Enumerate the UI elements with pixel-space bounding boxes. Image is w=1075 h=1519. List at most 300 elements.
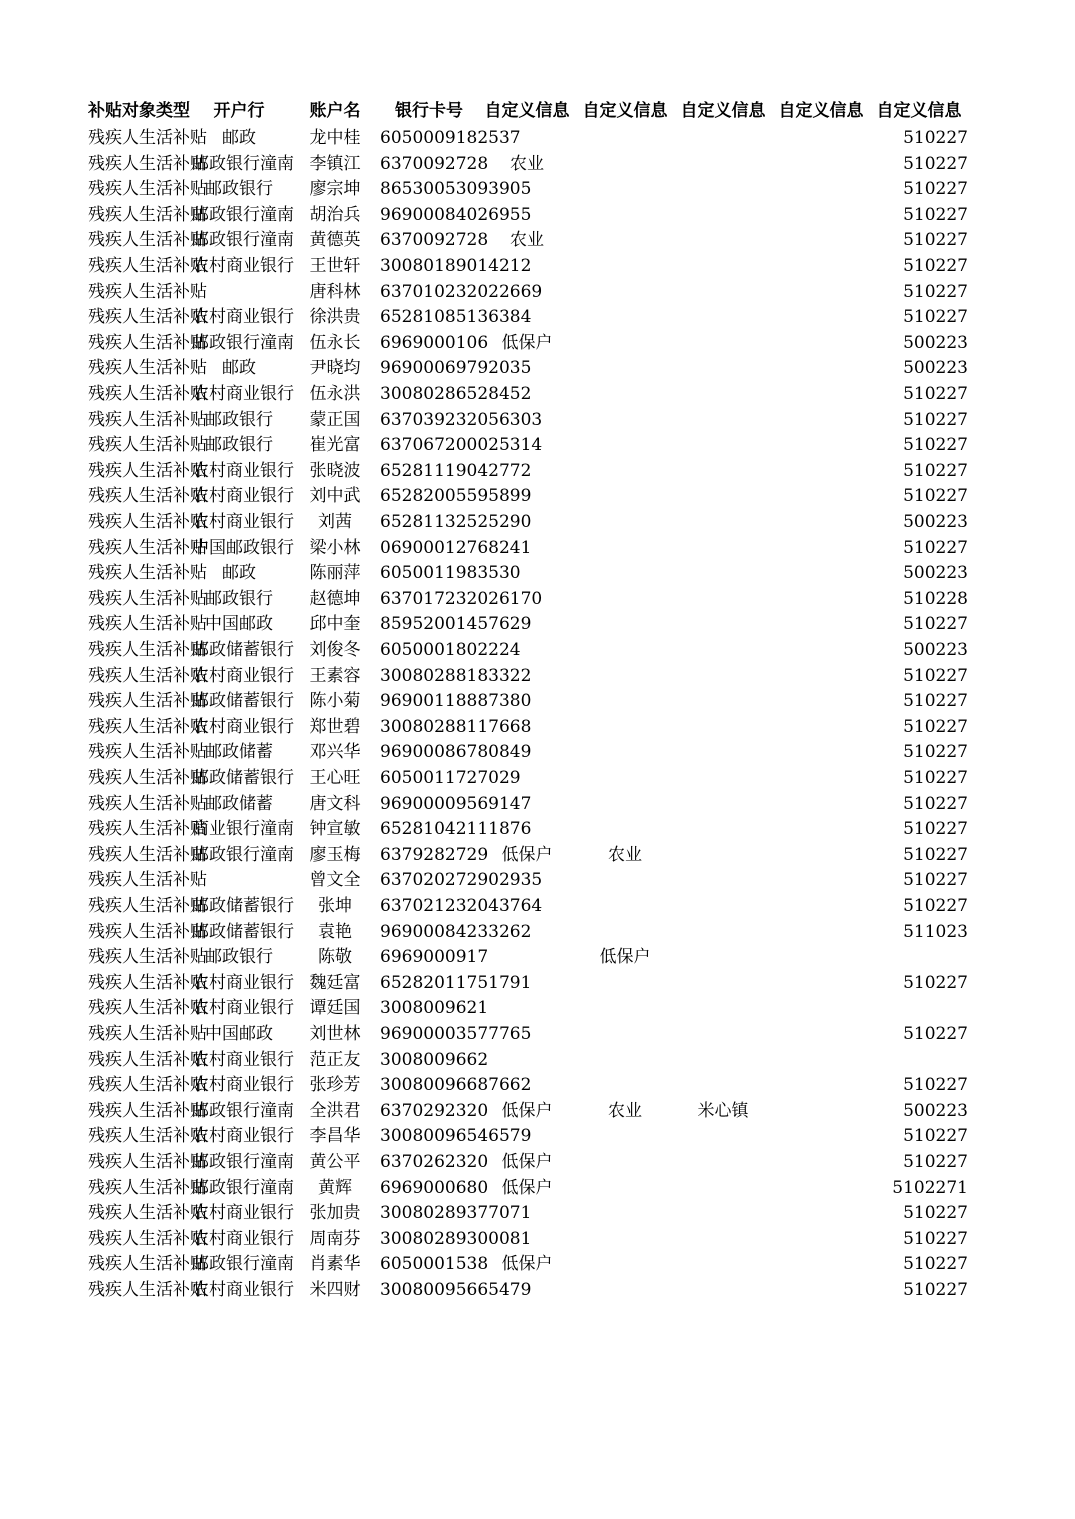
custom-info-cell	[772, 842, 870, 868]
table-row	[0, 611, 1075, 637]
bank-cell: 农村商业银行	[192, 307, 294, 327]
subsidy-type-cell: 残疾人生活补贴	[88, 128, 207, 148]
custom-info-cell	[478, 1072, 576, 1098]
custom-info-cell	[674, 1226, 772, 1252]
table-row	[0, 176, 1075, 202]
custom-info-cell	[478, 202, 576, 228]
custom-info-cell	[478, 944, 576, 970]
custom-info-cell: 510227	[903, 486, 968, 506]
custom-info-cell	[772, 1226, 870, 1252]
header-cell: 自定义信息	[582, 101, 668, 121]
subsidy-type-cell: 残疾人生活补贴	[88, 205, 207, 225]
card-number-cell: 65281132525290	[380, 512, 532, 532]
custom-info-cell: 低保户	[501, 845, 553, 865]
custom-info-cell	[576, 1175, 674, 1201]
subsidy-type-cell: 残疾人生活补贴	[88, 614, 207, 634]
custom-info-cell	[478, 355, 576, 381]
custom-info-cell	[576, 535, 674, 561]
custom-info-cell	[478, 125, 576, 151]
custom-info-cell: 低保户	[501, 1178, 553, 1198]
custom-info-cell	[674, 944, 772, 970]
subsidy-type-cell: 残疾人生活补贴	[88, 819, 207, 839]
custom-info-cell	[478, 1277, 576, 1303]
subsidy-type-cell: 残疾人生活补贴	[88, 154, 207, 174]
card-number-cell: 30080096687662	[380, 1075, 532, 1095]
custom-info-cell: 低保户	[501, 1254, 553, 1274]
bank-cell: 邮政银行潼南	[192, 230, 294, 250]
custom-info-cell	[674, 151, 772, 177]
custom-info-cell	[674, 663, 772, 689]
custom-info-cell	[674, 432, 772, 458]
custom-info-cell	[576, 381, 674, 407]
table-row	[0, 1098, 1075, 1124]
custom-info-cell	[674, 867, 772, 893]
custom-info-cell	[772, 611, 870, 637]
custom-info-cell	[478, 637, 576, 663]
custom-info-cell	[674, 791, 772, 817]
bank-cell: 邮政储蓄银行	[192, 640, 294, 660]
bank-cell: 中国邮政银行	[192, 538, 294, 558]
card-number-cell: 65281042111876	[380, 819, 532, 839]
custom-info-cell	[772, 714, 870, 740]
subsidy-type-cell: 残疾人生活补贴	[88, 666, 207, 686]
custom-info-cell	[478, 714, 576, 740]
custom-info-cell	[674, 330, 772, 356]
custom-info-cell	[576, 1200, 674, 1226]
subsidy-type-cell: 残疾人生活补贴	[88, 1050, 207, 1070]
custom-info-cell	[478, 688, 576, 714]
custom-info-cell	[772, 1047, 870, 1073]
account-name-cell: 米四财	[309, 1280, 361, 1300]
custom-info-cell: 510227	[903, 1254, 968, 1274]
custom-info-cell	[674, 407, 772, 433]
bank-cell: 邮政银行潼南	[192, 333, 294, 353]
bank-cell: 邮政银行潼南	[192, 1178, 294, 1198]
custom-info-cell: 500223	[903, 358, 968, 378]
custom-info-cell	[478, 765, 576, 791]
subsidy-type-cell: 残疾人生活补贴	[88, 998, 207, 1018]
subsidy-type-cell: 残疾人生活补贴	[88, 333, 207, 353]
custom-info-cell	[674, 919, 772, 945]
table-row	[0, 509, 1075, 535]
card-number-cell: 30080095665479	[380, 1280, 532, 1300]
account-name-cell: 黄辉	[318, 1178, 352, 1198]
custom-info-cell	[576, 739, 674, 765]
custom-info-cell	[674, 483, 772, 509]
card-number-cell: 96900084233262	[380, 922, 532, 942]
custom-info-cell: 510227	[903, 768, 968, 788]
subsidy-type-cell: 残疾人生活补贴	[88, 538, 207, 558]
custom-info-cell	[674, 586, 772, 612]
custom-info-cell	[478, 304, 576, 330]
custom-info-cell	[772, 151, 870, 177]
custom-info-cell	[576, 125, 674, 151]
account-name-cell: 张珍芳	[309, 1075, 361, 1095]
custom-info-cell	[772, 407, 870, 433]
custom-info-cell	[576, 688, 674, 714]
custom-info-cell	[772, 355, 870, 381]
custom-info-cell	[674, 995, 772, 1021]
custom-info-cell: 510227	[903, 154, 968, 174]
card-number-cell: 6050001802224	[380, 640, 521, 660]
custom-info-cell	[576, 560, 674, 586]
subsidy-type-cell: 残疾人生活补贴	[88, 691, 207, 711]
header-cell: 银行卡号	[395, 101, 463, 121]
custom-info-cell: 510227	[903, 410, 968, 430]
bank-cell: 农村商业银行	[192, 1229, 294, 1249]
subsidy-type-cell: 残疾人生活补贴	[88, 1075, 207, 1095]
card-number-cell: 30080289377071	[380, 1203, 532, 1223]
bank-cell: 邮政银行潼南	[192, 845, 294, 865]
custom-info-cell	[772, 1072, 870, 1098]
custom-info-cell	[478, 509, 576, 535]
bank-cell: 邮政银行潼南	[192, 1101, 294, 1121]
account-name-cell: 张坤	[318, 896, 352, 916]
custom-info-cell	[772, 586, 870, 612]
custom-info-cell: 低保户	[599, 947, 651, 967]
custom-info-cell: 农业	[608, 1101, 642, 1121]
subsidy-type-cell: 残疾人生活补贴	[88, 973, 207, 993]
custom-info-cell: 500223	[903, 640, 968, 660]
subsidy-type-cell: 残疾人生活补贴	[88, 563, 207, 583]
card-number-cell: 6050001538	[380, 1254, 489, 1274]
account-name-cell: 张晓波	[309, 461, 361, 481]
table-row	[0, 1200, 1075, 1226]
custom-info-cell	[772, 1251, 870, 1277]
custom-info-cell: 510227	[903, 794, 968, 814]
header-cell: 自定义信息	[778, 101, 864, 121]
account-name-cell: 曾文全	[309, 870, 361, 890]
table-row	[0, 227, 1075, 253]
bank-cell: 中国邮政	[205, 614, 273, 634]
card-number-cell: 6050011983530	[380, 563, 521, 583]
account-name-cell: 魏廷富	[309, 973, 361, 993]
custom-info-cell	[478, 893, 576, 919]
card-number-cell: 6370262320	[380, 1152, 489, 1172]
custom-info-cell: 500223	[903, 333, 968, 353]
card-number-cell: 86530053093905	[380, 179, 532, 199]
custom-info-cell	[674, 688, 772, 714]
table-row	[0, 765, 1075, 791]
custom-info-cell	[772, 253, 870, 279]
subsidy-type-cell: 残疾人生活补贴	[88, 512, 207, 532]
account-name-cell: 周南芬	[309, 1229, 361, 1249]
custom-info-cell	[478, 1021, 576, 1047]
bank-cell: 邮政储蓄	[205, 794, 273, 814]
custom-info-cell: 510227	[903, 1024, 968, 1044]
custom-info-cell	[576, 919, 674, 945]
custom-info-cell	[576, 355, 674, 381]
card-number-cell: 65282005595899	[380, 486, 532, 506]
custom-info-cell: 510227	[903, 717, 968, 737]
custom-info-cell: 510227	[903, 384, 968, 404]
bank-cell: 邮政储蓄银行	[192, 922, 294, 942]
table-row	[0, 151, 1075, 177]
table-row	[0, 586, 1075, 612]
custom-info-cell	[576, 995, 674, 1021]
custom-info-cell: 510227	[903, 1280, 968, 1300]
custom-info-cell	[478, 1047, 576, 1073]
bank-cell: 农村商业银行	[192, 256, 294, 276]
custom-info-cell: 500223	[903, 512, 968, 532]
table-row	[0, 560, 1075, 586]
account-name-cell: 伍永洪	[309, 384, 361, 404]
account-name-cell: 邱中奎	[309, 614, 361, 634]
custom-info-cell	[772, 458, 870, 484]
custom-info-cell: 511023	[903, 922, 968, 942]
table-row	[0, 637, 1075, 663]
table-row	[0, 944, 1075, 970]
account-name-cell: 王心旺	[309, 768, 361, 788]
account-name-cell: 刘茜	[318, 512, 352, 532]
bank-cell: 邮政储蓄银行	[192, 691, 294, 711]
account-name-cell: 刘世林	[309, 1024, 361, 1044]
custom-info-cell	[478, 535, 576, 561]
custom-info-cell	[576, 765, 674, 791]
custom-info-cell	[674, 1123, 772, 1149]
bank-cell: 农村商业银行	[192, 666, 294, 686]
account-name-cell: 钟宣敏	[309, 819, 361, 839]
custom-info-cell	[478, 995, 576, 1021]
custom-info-cell	[674, 1277, 772, 1303]
subsidy-type-cell: 残疾人生活补贴	[88, 384, 207, 404]
table-row	[0, 867, 1075, 893]
table-row	[0, 791, 1075, 817]
custom-info-cell	[772, 1175, 870, 1201]
header-cell: 账户名	[309, 101, 361, 121]
custom-info-cell	[674, 637, 772, 663]
custom-info-cell: 510227	[903, 461, 968, 481]
account-name-cell: 陈小菊	[309, 691, 361, 711]
custom-info-cell: 低保户	[501, 1152, 553, 1172]
custom-info-cell	[576, 611, 674, 637]
custom-info-cell	[576, 714, 674, 740]
table-row	[0, 842, 1075, 868]
custom-info-cell	[674, 355, 772, 381]
custom-info-cell	[674, 739, 772, 765]
custom-info-cell	[576, 867, 674, 893]
custom-info-cell	[478, 586, 576, 612]
card-number-cell: 6050011727029	[380, 768, 521, 788]
custom-info-cell	[674, 1149, 772, 1175]
custom-info-cell: 农业	[510, 154, 544, 174]
custom-info-cell: 510227	[903, 230, 968, 250]
custom-info-cell	[870, 995, 968, 1021]
subsidy-type-cell: 残疾人生活补贴	[88, 256, 207, 276]
bank-cell: 农村商业银行	[192, 512, 294, 532]
table-row	[0, 1047, 1075, 1073]
custom-info-cell: 米心镇	[697, 1101, 749, 1121]
header-cell: 开户行	[213, 101, 265, 121]
account-name-cell: 袁艳	[318, 922, 352, 942]
table-row	[0, 1277, 1075, 1303]
table-row	[0, 1149, 1075, 1175]
bank-cell: 农村商业银行	[192, 1075, 294, 1095]
card-number-cell: 06900012768241	[380, 538, 532, 558]
account-name-cell: 蒙正国	[309, 410, 361, 430]
bank-cell: 农村商业银行	[192, 1050, 294, 1070]
custom-info-cell	[576, 151, 674, 177]
custom-info-cell	[576, 1072, 674, 1098]
custom-info-cell	[576, 432, 674, 458]
custom-info-cell	[478, 919, 576, 945]
account-name-cell: 唐文科	[309, 794, 361, 814]
custom-info-cell: 500223	[903, 1101, 968, 1121]
table-row	[0, 1021, 1075, 1047]
account-name-cell: 梁小林	[309, 538, 361, 558]
table-row	[0, 458, 1075, 484]
table-row	[0, 304, 1075, 330]
account-name-cell: 黄德英	[309, 230, 361, 250]
account-name-cell: 全洪君	[309, 1101, 361, 1121]
header-cell: 自定义信息	[680, 101, 766, 121]
custom-info-cell	[478, 253, 576, 279]
header-cell: 补贴对象类型	[88, 101, 190, 121]
card-number-cell: 637020272902935	[380, 870, 543, 890]
custom-info-cell	[576, 791, 674, 817]
custom-info-cell	[576, 970, 674, 996]
bank-cell: 邮政银行	[205, 179, 273, 199]
subsidy-type-cell: 残疾人生活补贴	[88, 461, 207, 481]
custom-info-cell	[772, 227, 870, 253]
card-number-cell: 6370092728	[380, 154, 489, 174]
account-name-cell: 刘俊冬	[309, 640, 361, 660]
custom-info-cell	[576, 202, 674, 228]
custom-info-cell	[674, 611, 772, 637]
account-name-cell: 谭廷国	[309, 998, 361, 1018]
custom-info-cell: 510227	[903, 845, 968, 865]
custom-info-cell	[478, 279, 576, 305]
account-name-cell: 廖玉梅	[309, 845, 361, 865]
subsidy-type-cell: 残疾人生活补贴	[88, 486, 207, 506]
account-name-cell: 龙中桂	[309, 128, 361, 148]
custom-info-cell	[478, 1200, 576, 1226]
table-row	[0, 279, 1075, 305]
custom-info-cell: 510227	[903, 614, 968, 634]
custom-info-cell	[576, 304, 674, 330]
table-row	[0, 432, 1075, 458]
custom-info-cell	[674, 125, 772, 151]
custom-info-cell	[772, 535, 870, 561]
card-number-cell: 6370292320	[380, 1101, 489, 1121]
bank-cell: 邮政银行潼南	[192, 205, 294, 225]
custom-info-cell: 510227	[903, 691, 968, 711]
table-row	[0, 995, 1075, 1021]
account-name-cell: 唐科林	[309, 282, 361, 302]
bank-cell	[192, 867, 286, 893]
custom-info-cell	[772, 330, 870, 356]
custom-info-cell	[576, 586, 674, 612]
header-cell: 自定义信息	[876, 101, 962, 121]
custom-info-cell	[576, 1277, 674, 1303]
custom-info-cell	[674, 304, 772, 330]
bank-cell: 商业银行潼南	[192, 819, 294, 839]
subsidy-type-cell: 残疾人生活补贴	[88, 1101, 207, 1121]
bank-cell: 邮政银行	[205, 947, 273, 967]
subsidy-type-cell: 残疾人生活补贴	[88, 1024, 207, 1044]
account-name-cell: 伍永长	[309, 333, 361, 353]
custom-info-cell	[478, 381, 576, 407]
custom-info-cell	[674, 227, 772, 253]
subsidy-type-cell: 残疾人生活补贴	[88, 640, 207, 660]
subsidy-type-cell: 残疾人生活补贴	[88, 307, 207, 327]
custom-info-cell: 500223	[903, 563, 968, 583]
subsidy-type-cell: 残疾人生活补贴	[88, 589, 207, 609]
custom-info-cell	[576, 1251, 674, 1277]
card-number-cell: 30080096546579	[380, 1126, 532, 1146]
custom-info-cell	[674, 765, 772, 791]
table-row	[0, 714, 1075, 740]
account-name-cell: 郑世碧	[309, 717, 361, 737]
custom-info-cell	[576, 330, 674, 356]
custom-info-cell: 510227	[903, 1152, 968, 1172]
card-number-cell: 65281119042772	[380, 461, 532, 481]
subsidy-type-cell: 残疾人生活补贴	[88, 1178, 207, 1198]
card-number-cell: 6379282729	[380, 845, 489, 865]
bank-cell: 邮政银行潼南	[192, 1152, 294, 1172]
custom-info-cell	[576, 509, 674, 535]
card-number-cell: 6969000106	[380, 333, 489, 353]
subsidy-type-cell: 残疾人生活补贴	[88, 179, 207, 199]
custom-info-cell: 农业	[608, 845, 642, 865]
custom-info-cell	[674, 1021, 772, 1047]
custom-info-cell	[478, 611, 576, 637]
bank-cell: 邮政银行潼南	[192, 154, 294, 174]
custom-info-cell	[772, 1098, 870, 1124]
custom-info-cell: 510228	[903, 589, 968, 609]
bank-cell: 中国邮政	[205, 1024, 273, 1044]
custom-info-cell: 低保户	[501, 1101, 553, 1121]
account-name-cell: 邓兴华	[309, 742, 361, 762]
card-number-cell: 637067200025314	[380, 435, 543, 455]
custom-info-cell: 510227	[903, 1075, 968, 1095]
bank-cell: 农村商业银行	[192, 998, 294, 1018]
account-name-cell: 李镇江	[309, 154, 361, 174]
custom-info-cell	[576, 816, 674, 842]
account-name-cell: 王素容	[309, 666, 361, 686]
custom-info-cell: 510227	[903, 435, 968, 455]
table-row	[0, 355, 1075, 381]
custom-info-cell	[674, 842, 772, 868]
card-number-cell: 6969000917	[380, 947, 489, 967]
table-row	[0, 381, 1075, 407]
custom-info-cell	[576, 663, 674, 689]
custom-info-cell: 510227	[903, 1229, 968, 1249]
table-row	[0, 816, 1075, 842]
custom-info-cell	[674, 560, 772, 586]
bank-cell: 农村商业银行	[192, 1203, 294, 1223]
custom-info-cell	[576, 227, 674, 253]
custom-info-cell	[674, 509, 772, 535]
header-row	[0, 98, 1075, 124]
account-name-cell: 赵德坤	[309, 589, 361, 609]
bank-cell: 邮政	[222, 128, 256, 148]
table-row	[0, 1072, 1075, 1098]
custom-info-cell	[674, 714, 772, 740]
subsidy-type-cell: 残疾人生活补贴	[88, 1152, 207, 1172]
custom-info-cell	[674, 202, 772, 228]
header-cell: 自定义信息	[484, 101, 570, 121]
table-row	[0, 1123, 1075, 1149]
table-row	[0, 919, 1075, 945]
subsidy-type-cell: 残疾人生活补贴	[88, 742, 207, 762]
custom-info-cell	[772, 560, 870, 586]
custom-info-cell	[674, 381, 772, 407]
bank-cell: 邮政银行潼南	[192, 1254, 294, 1274]
custom-info-cell	[478, 739, 576, 765]
custom-info-cell	[674, 816, 772, 842]
subsidy-type-cell: 残疾人生活补贴	[88, 410, 207, 430]
